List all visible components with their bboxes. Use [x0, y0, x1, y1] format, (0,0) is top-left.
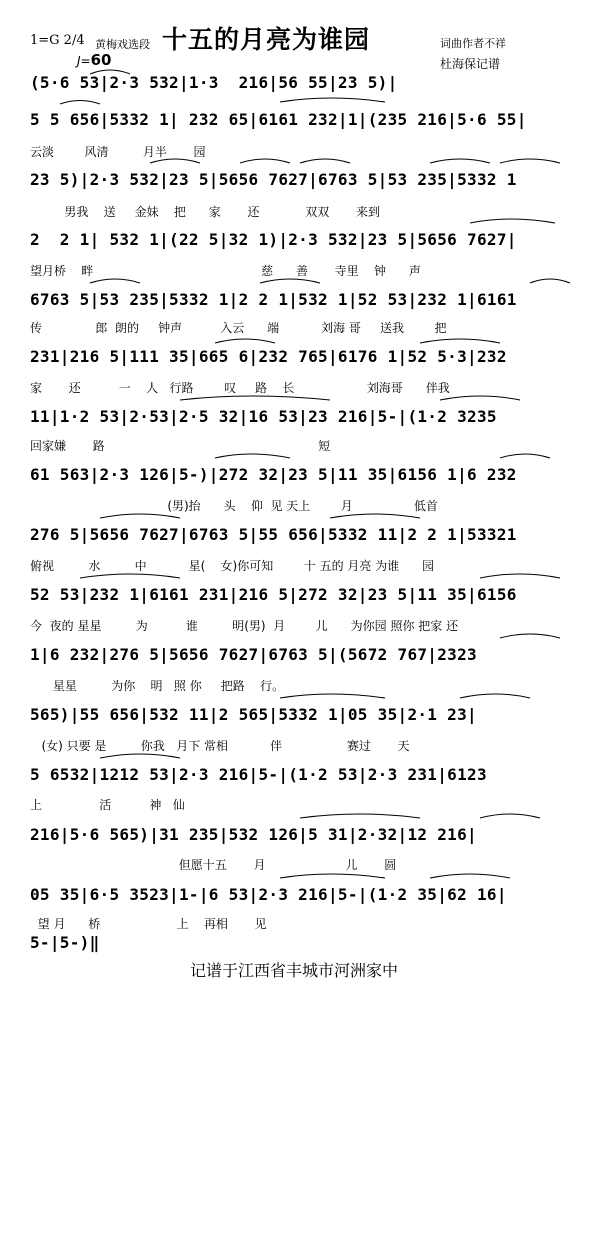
notes-line-6: 231|216 5|111 35|665 6|232 765|6176 1|52 5·3|232 — [30, 347, 507, 366]
lyrics-line-10: 今 夜的 星星 为 谁 明(男) 月 儿 为你园 照你 把家 还 — [30, 619, 459, 633]
transcription-note: 记谱于江西省丰城市河洲家中 — [190, 961, 399, 980]
lyrics-line-12: (女) 只要 是 你我 月下 常相 伴 赛过 天 — [30, 739, 410, 753]
notes-line-11: 1|6 232|276 5|5656 7627|6763 5|(5672 767|2323 — [30, 645, 477, 664]
lyrics-line-7: 回家嫌 路 短 — [30, 439, 331, 453]
lyrics-line-2: 云淡 风清 月半 园 — [30, 145, 206, 159]
notes-line-10: 52 53|232 1|6161 231|216 5|272 32|23 5|11 35|6156 — [30, 585, 517, 604]
lyrics-line-6: 家 还 一 人 行路 叹 路 长 刘海哥 伴我 — [30, 381, 450, 395]
notes-line-3: 23 5)|2·3 532|23 5|5656 7627|6763 5|53 235|5332 1 — [30, 170, 517, 189]
lyrics-line-14: 但愿十五 月 儿 圆 — [30, 858, 397, 872]
notes-line-1: (5·6 53|2·3 532|1·3 216|56 55|23 5)| — [30, 73, 398, 92]
tempo-value: 60 — [90, 51, 112, 69]
notes-line-16: 5-|5-)‖ — [30, 933, 100, 952]
notes-line-2: 5 5 656|5332 1| 232 65|6161 232|1|(235 216|5·6 55| — [30, 110, 527, 129]
notes-line-4: 2 2 1| 532 1|(22 5|32 1)|2·3 532|23 5|5656 7627| — [30, 230, 517, 249]
notes-line-5: 6763 5|53 235|5332 1|2 2 1|532 1|52 53|232 1|6161 — [30, 290, 517, 309]
lyrics-line-5: 传 郎 朗的 钟声 入云 端 刘海 哥 送我 把 — [30, 321, 447, 335]
key-signature: 1=G 2/4 — [30, 33, 85, 48]
notes-line-13: 5 6532|1212 53|2·3 216|5-|(1·2 53|2·3 231|6123 — [30, 765, 487, 784]
notes-line-15: 05 35|6·5 3523|1-|6 53|2·3 216|5-|(1·2 35|62 16| — [30, 885, 507, 904]
tempo-prefix: J= — [77, 54, 91, 68]
lyrics-line-15: 望 月 桥 上 再相 见 — [30, 917, 267, 931]
notes-line-12: 565)|55 656|532 11|2 565|5332 1|05 35|2·1 23| — [30, 705, 477, 724]
notes-line-9: 276 5|5656 7627|6763 5|55 656|5332 11|2 2 1|53321 — [30, 525, 517, 544]
lyrics-line-11: 星星 为你 明 照 你 把路 行。 — [30, 679, 285, 693]
lyrics-line-13: 上 活 神 仙 — [30, 798, 185, 812]
credits: 词曲作者不祥 — [440, 37, 506, 50]
transcriber: 杜海保记谱 — [440, 57, 501, 71]
lyrics-line-8: (男)抬 头 仰 见 天上 月 低首 — [30, 499, 438, 513]
notes-line-8: 61 563|2·3 126|5-)|272 32|23 5|11 35|6156 1|6 232 — [30, 465, 517, 484]
page-title: 十五的月亮为谁园 — [162, 25, 371, 54]
lyrics-line-4: 望月桥 畔 慈 善 寺里 钟 声 — [30, 264, 421, 278]
notes-line-14: 216|5·6 565)|31 235|532 126|5 31|2·32|12 216| — [30, 825, 477, 844]
notes-line-7: 11|1·2 53|2·53|2·5 32|16 53|23 216|5-|(1·2 3235 — [30, 407, 497, 426]
subtitle: 黄梅戏选段 — [95, 38, 150, 51]
lyrics-line-9: 俯视 水 中 星( 女)你可知 十 五的 月亮 为谁 园 — [30, 559, 435, 573]
lyrics-line-3: 男我 送 金妹 把 家 还 双双 来到 — [30, 205, 380, 219]
